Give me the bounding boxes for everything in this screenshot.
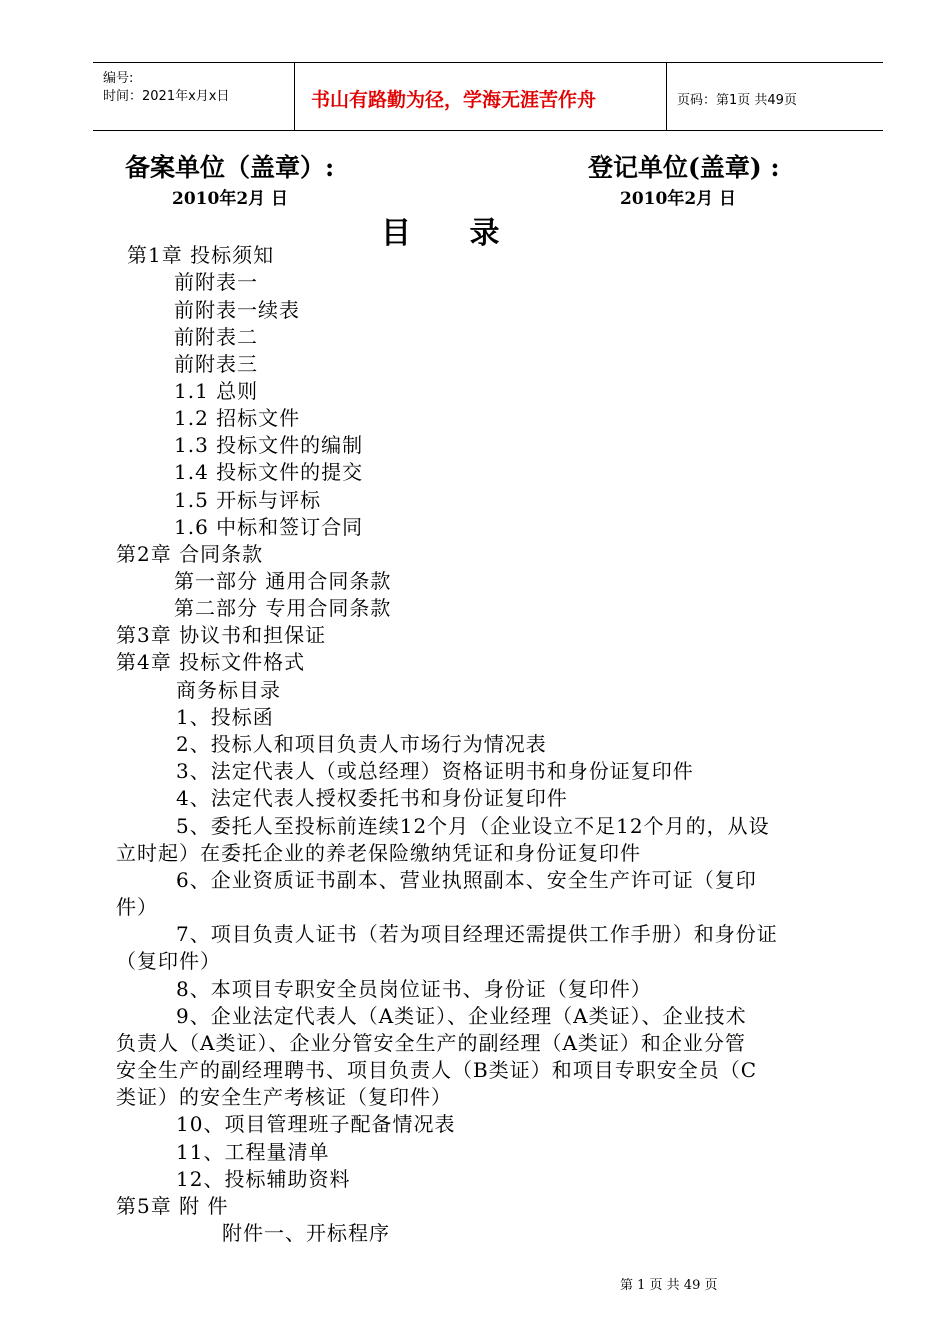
- toc-title: 目 录: [381, 216, 524, 251]
- toc-item: 第1章 投标须知: [127, 243, 275, 267]
- toc-item: 负责人（A类证）、企业分管安全生产的副经理（A类证）和企业分管: [116, 1031, 746, 1055]
- toc-item: 8、本项目专职安全员岗位证书、身份证（复印件）: [176, 977, 652, 1001]
- toc-item: 前附表二: [174, 325, 258, 349]
- toc-item: 第3章 协议书和担保证: [116, 623, 327, 647]
- toc-item: 第4章 投标文件格式: [116, 650, 306, 674]
- toc-item: 安全生产的副经理聘书、项目负责人（B类证）和项目专职安全员（C: [116, 1058, 757, 1082]
- number-label: 编号:: [103, 71, 134, 86]
- toc-item: 5、委托人至投标前连续12个月（企业设立不足12个月的，从设: [176, 814, 770, 838]
- toc-item: 6、企业资质证书副本、营业执照副本、安全生产许可证（复印: [176, 868, 757, 892]
- toc-item: 9、企业法定代表人（A类证）、企业经理（A类证）、企业技术: [176, 1004, 747, 1028]
- header-table: [93, 62, 883, 131]
- toc-item: 前附表一: [174, 270, 258, 294]
- toc-item: 第一部分 通用合同条款: [174, 569, 392, 593]
- toc-item: 7、项目负责人证书（若为项目经理还需提供工作手册）和身份证: [176, 922, 778, 946]
- header-meta-cell: [93, 63, 295, 130]
- toc-item: 1、投标函: [176, 705, 274, 729]
- toc-item: 3、法定代表人（或总经理）资格证明书和身份证复印件: [176, 759, 694, 783]
- toc-item: 1.4 投标文件的提交: [174, 460, 364, 484]
- toc-item: 1.3 投标文件的编制: [174, 433, 364, 457]
- toc-item: 附件一、开标程序: [222, 1221, 390, 1245]
- toc-item: 4、法定代表人授权委托书和身份证复印件: [176, 786, 568, 810]
- page-info: 页码：第1页 共49页: [677, 93, 797, 108]
- toc-item: 前附表三: [174, 352, 258, 376]
- toc-item: 第2章 合同条款: [116, 542, 264, 566]
- header-motto-cell: [295, 63, 667, 130]
- toc-item: 商务标目录: [176, 678, 281, 702]
- toc-item: 10、项目管理班子配备情况表: [176, 1112, 456, 1136]
- toc-item: 1.1 总则: [174, 379, 259, 403]
- toc-item: 11、工程量清单: [176, 1140, 330, 1164]
- toc-item: 第5章 附 件: [116, 1194, 229, 1218]
- toc-item: 第二部分 专用合同条款: [174, 596, 392, 620]
- toc-item: 12、投标辅助资料: [176, 1167, 351, 1191]
- filing-date: 2010年2月 日: [172, 189, 289, 209]
- toc-item: 类证）的安全生产考核证（复印件）: [116, 1085, 452, 1109]
- register-date: 2010年2月 日: [620, 189, 737, 209]
- header-page-cell: [667, 63, 883, 130]
- motto-text: 书山有路勤为径，学海无涯苦作舟: [311, 89, 597, 111]
- toc-item: 立时起）在委托企业的养老保险缴纳凭证和身份证复印件: [116, 841, 641, 865]
- toc-item: 前附表一续表: [174, 298, 300, 322]
- toc-item: 1.6 中标和签订合同: [174, 515, 364, 539]
- toc-item: 2、投标人和项目负责人市场行为情况表: [176, 732, 547, 756]
- toc-item: 1.2 招标文件: [174, 406, 301, 430]
- filing-unit-label: 备案单位（盖章）:: [125, 153, 335, 182]
- toc-item: 件）: [116, 895, 158, 919]
- toc-item: 1.5 开标与评标: [174, 488, 322, 512]
- time-label: 时间：2021年x月x日: [103, 89, 230, 104]
- register-unit-label: 登记单位(盖章) :: [588, 153, 780, 182]
- toc-item: （复印件）: [116, 949, 221, 973]
- page-footer: 第 1 页 共 49 页: [620, 1278, 718, 1293]
